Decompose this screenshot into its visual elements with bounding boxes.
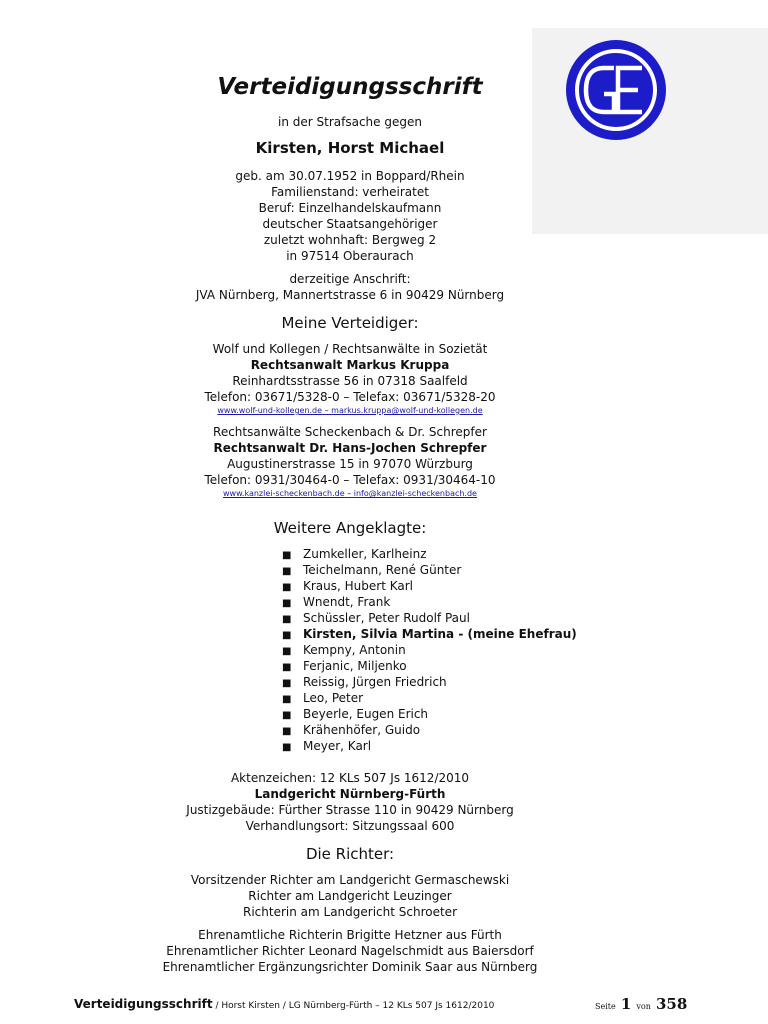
bullet-icon: ■ [282, 710, 292, 721]
court-name: Landgericht Nürnberg-Fürth [254, 787, 446, 801]
bullet-icon: ■ [282, 598, 292, 609]
co-defendant-name: Leo, Peter [303, 691, 364, 705]
detail-line: Familienstand: verheiratet [271, 185, 429, 199]
bullet-icon: ■ [282, 662, 292, 673]
defender-block [80, 341, 620, 417]
list-item [282, 738, 577, 754]
bullet-icon: ■ [282, 630, 292, 641]
judge-line: Ehrenamtlicher Richter Leonard Nagelschmidt aus Baiersdorf [166, 944, 534, 958]
bullet-icon: ■ [282, 694, 292, 705]
defender-firm: Wolf und Kollegen / Rechtsanwälte in Sozietät [212, 342, 488, 356]
list-item [282, 658, 577, 674]
detail-line: deutscher Staatsangehöriger [262, 217, 438, 231]
website-link[interactable]: www.wolf-und-kollegen.de [217, 406, 323, 415]
bullet-icon: ■ [282, 566, 292, 577]
email-link[interactable]: markus.kruppa@wolf-und-kollegen.de [331, 406, 483, 415]
case-number: Aktenzeichen: 12 KLs 507 Js 1612/2010 [230, 771, 470, 785]
list-item [282, 546, 577, 562]
defender-block [80, 424, 620, 500]
page-label: Seite [595, 1002, 616, 1011]
bullet-icon: ■ [282, 646, 292, 657]
judges-heading: Die Richter: [305, 845, 395, 863]
list-item [282, 562, 577, 578]
bullet-icon: ■ [282, 614, 292, 625]
link-separator: – [347, 489, 352, 498]
defender-address: Augustinerstrasse 15 in 97070 Würzburg [227, 457, 473, 471]
court-info [80, 770, 620, 834]
co-defendant-name: Kempny, Antonin [303, 643, 406, 657]
document-title: Verteidigungsschrift [217, 74, 483, 100]
bullet-icon: ■ [282, 742, 292, 753]
defender-links [80, 405, 620, 417]
defenders-heading: Meine Verteidiger: [281, 314, 419, 332]
current-page: 1 [620, 995, 632, 1013]
bullet-icon: ■ [282, 678, 292, 689]
judge-line: Richterin am Landgericht Schroeter [243, 905, 457, 919]
co-defendant-name: Zumkeller, Karlheinz [303, 547, 427, 561]
link-separator: – [324, 406, 329, 415]
judge-line: Ehrenamtlicher Ergänzungsrichter Dominik Saar aus Nürnberg [162, 960, 538, 974]
footer-info: / Horst Kirsten / LG Nürnberg-Fürth – 12 KLs 507 Js 1612/2010 [212, 1001, 495, 1011]
defendant-details [80, 168, 620, 264]
co-defendant-name: Krähenhöfer, Guido [303, 723, 421, 737]
current-address-value: JVA Nürnberg, Mannertstrasse 6 in 90429 Nürnberg [195, 288, 505, 302]
list-item [282, 690, 577, 706]
co-defendants-list [282, 546, 577, 754]
subtitle: in der Strafsache gegen [278, 115, 422, 129]
defender-firm: Rechtsanwälte Scheckenbach & Dr. Schrepfer [213, 425, 487, 439]
footer-title: Verteidigungsschrift [74, 997, 213, 1011]
co-defendant-name: Schüssler, Peter Rudolf Paul [303, 611, 470, 625]
co-defendant-name: Reissig, Jürgen Friedrich [303, 675, 447, 689]
current-address [80, 271, 620, 303]
website-link[interactable]: www.kanzlei-scheckenbach.de [223, 489, 345, 498]
defender-address: Reinhardtsstrasse 56 in 07318 Saalfeld [232, 374, 468, 388]
detail-line: zuletzt wohnhaft: Bergweg 2 [263, 233, 437, 247]
bullet-icon: ■ [282, 582, 292, 593]
of-label: von [636, 1002, 651, 1011]
list-item [282, 674, 577, 690]
bullet-icon: ■ [282, 726, 292, 737]
co-defendant-name: Kirsten, Silvia Martina - (meine Ehefrau) [303, 627, 577, 641]
list-item [282, 626, 577, 642]
list-item [282, 610, 577, 626]
defender-lawyer: Rechtsanwalt Dr. Hans-Jochen Schrepfer [213, 441, 487, 455]
detail-line: geb. am 30.07.1952 in Boppard/Rhein [235, 169, 465, 183]
list-item [282, 594, 577, 610]
co-defendant-name: Wnendt, Frank [303, 595, 391, 609]
bullet-icon: ■ [282, 550, 292, 561]
court-room: Verhandlungsort: Sitzungssaal 600 [245, 819, 455, 833]
email-link[interactable]: info@kanzlei-scheckenbach.de [353, 489, 477, 498]
judge-line: Richter am Landgericht Leuzinger [248, 889, 452, 903]
defender-phone: Telefon: 0931/30464-0 – Telefax: 0931/30464-10 [204, 473, 496, 487]
court-building: Justizgebäude: Fürther Strasse 110 in 90429 Nürnberg [186, 803, 514, 817]
total-pages: 358 [655, 995, 688, 1013]
co-defendants-heading: Weitere Angeklagte: [273, 519, 427, 537]
lay-judges [80, 927, 620, 975]
list-item [282, 578, 577, 594]
list-item [282, 722, 577, 738]
defender-phone: Telefon: 03671/5328-0 – Telefax: 03671/5328-20 [204, 390, 496, 404]
defender-lawyer: Rechtsanwalt Markus Kruppa [250, 358, 450, 372]
detail-line: Beruf: Einzelhandelskaufmann [258, 201, 442, 215]
logo-text: GE [564, 38, 566, 39]
detail-line: in 97514 Oberaurach [286, 249, 414, 263]
list-item [282, 706, 577, 722]
co-defendant-name: Kraus, Hubert Karl [303, 579, 414, 593]
co-defendant-name: Meyer, Karl [303, 739, 372, 753]
page-footer [74, 997, 494, 1011]
list-item [282, 642, 577, 658]
defender-links [80, 488, 620, 500]
co-defendant-name: Beyerle, Eugen Erich [303, 707, 429, 721]
professional-judges [80, 872, 620, 920]
co-defendant-name: Teichelmann, René Günter [303, 563, 462, 577]
judge-line: Vorsitzender Richter am Landgericht Germaschewski [190, 873, 510, 887]
judge-line: Ehrenamtliche Richterin Brigitte Hetzner aus Fürth [198, 928, 502, 942]
co-defendant-name: Ferjanic, Miljenko [303, 659, 407, 673]
defendant-name: Kirsten, Horst Michael [255, 139, 445, 157]
current-address-label: derzeitige Anschrift: [289, 272, 411, 286]
page-number [595, 994, 687, 1013]
